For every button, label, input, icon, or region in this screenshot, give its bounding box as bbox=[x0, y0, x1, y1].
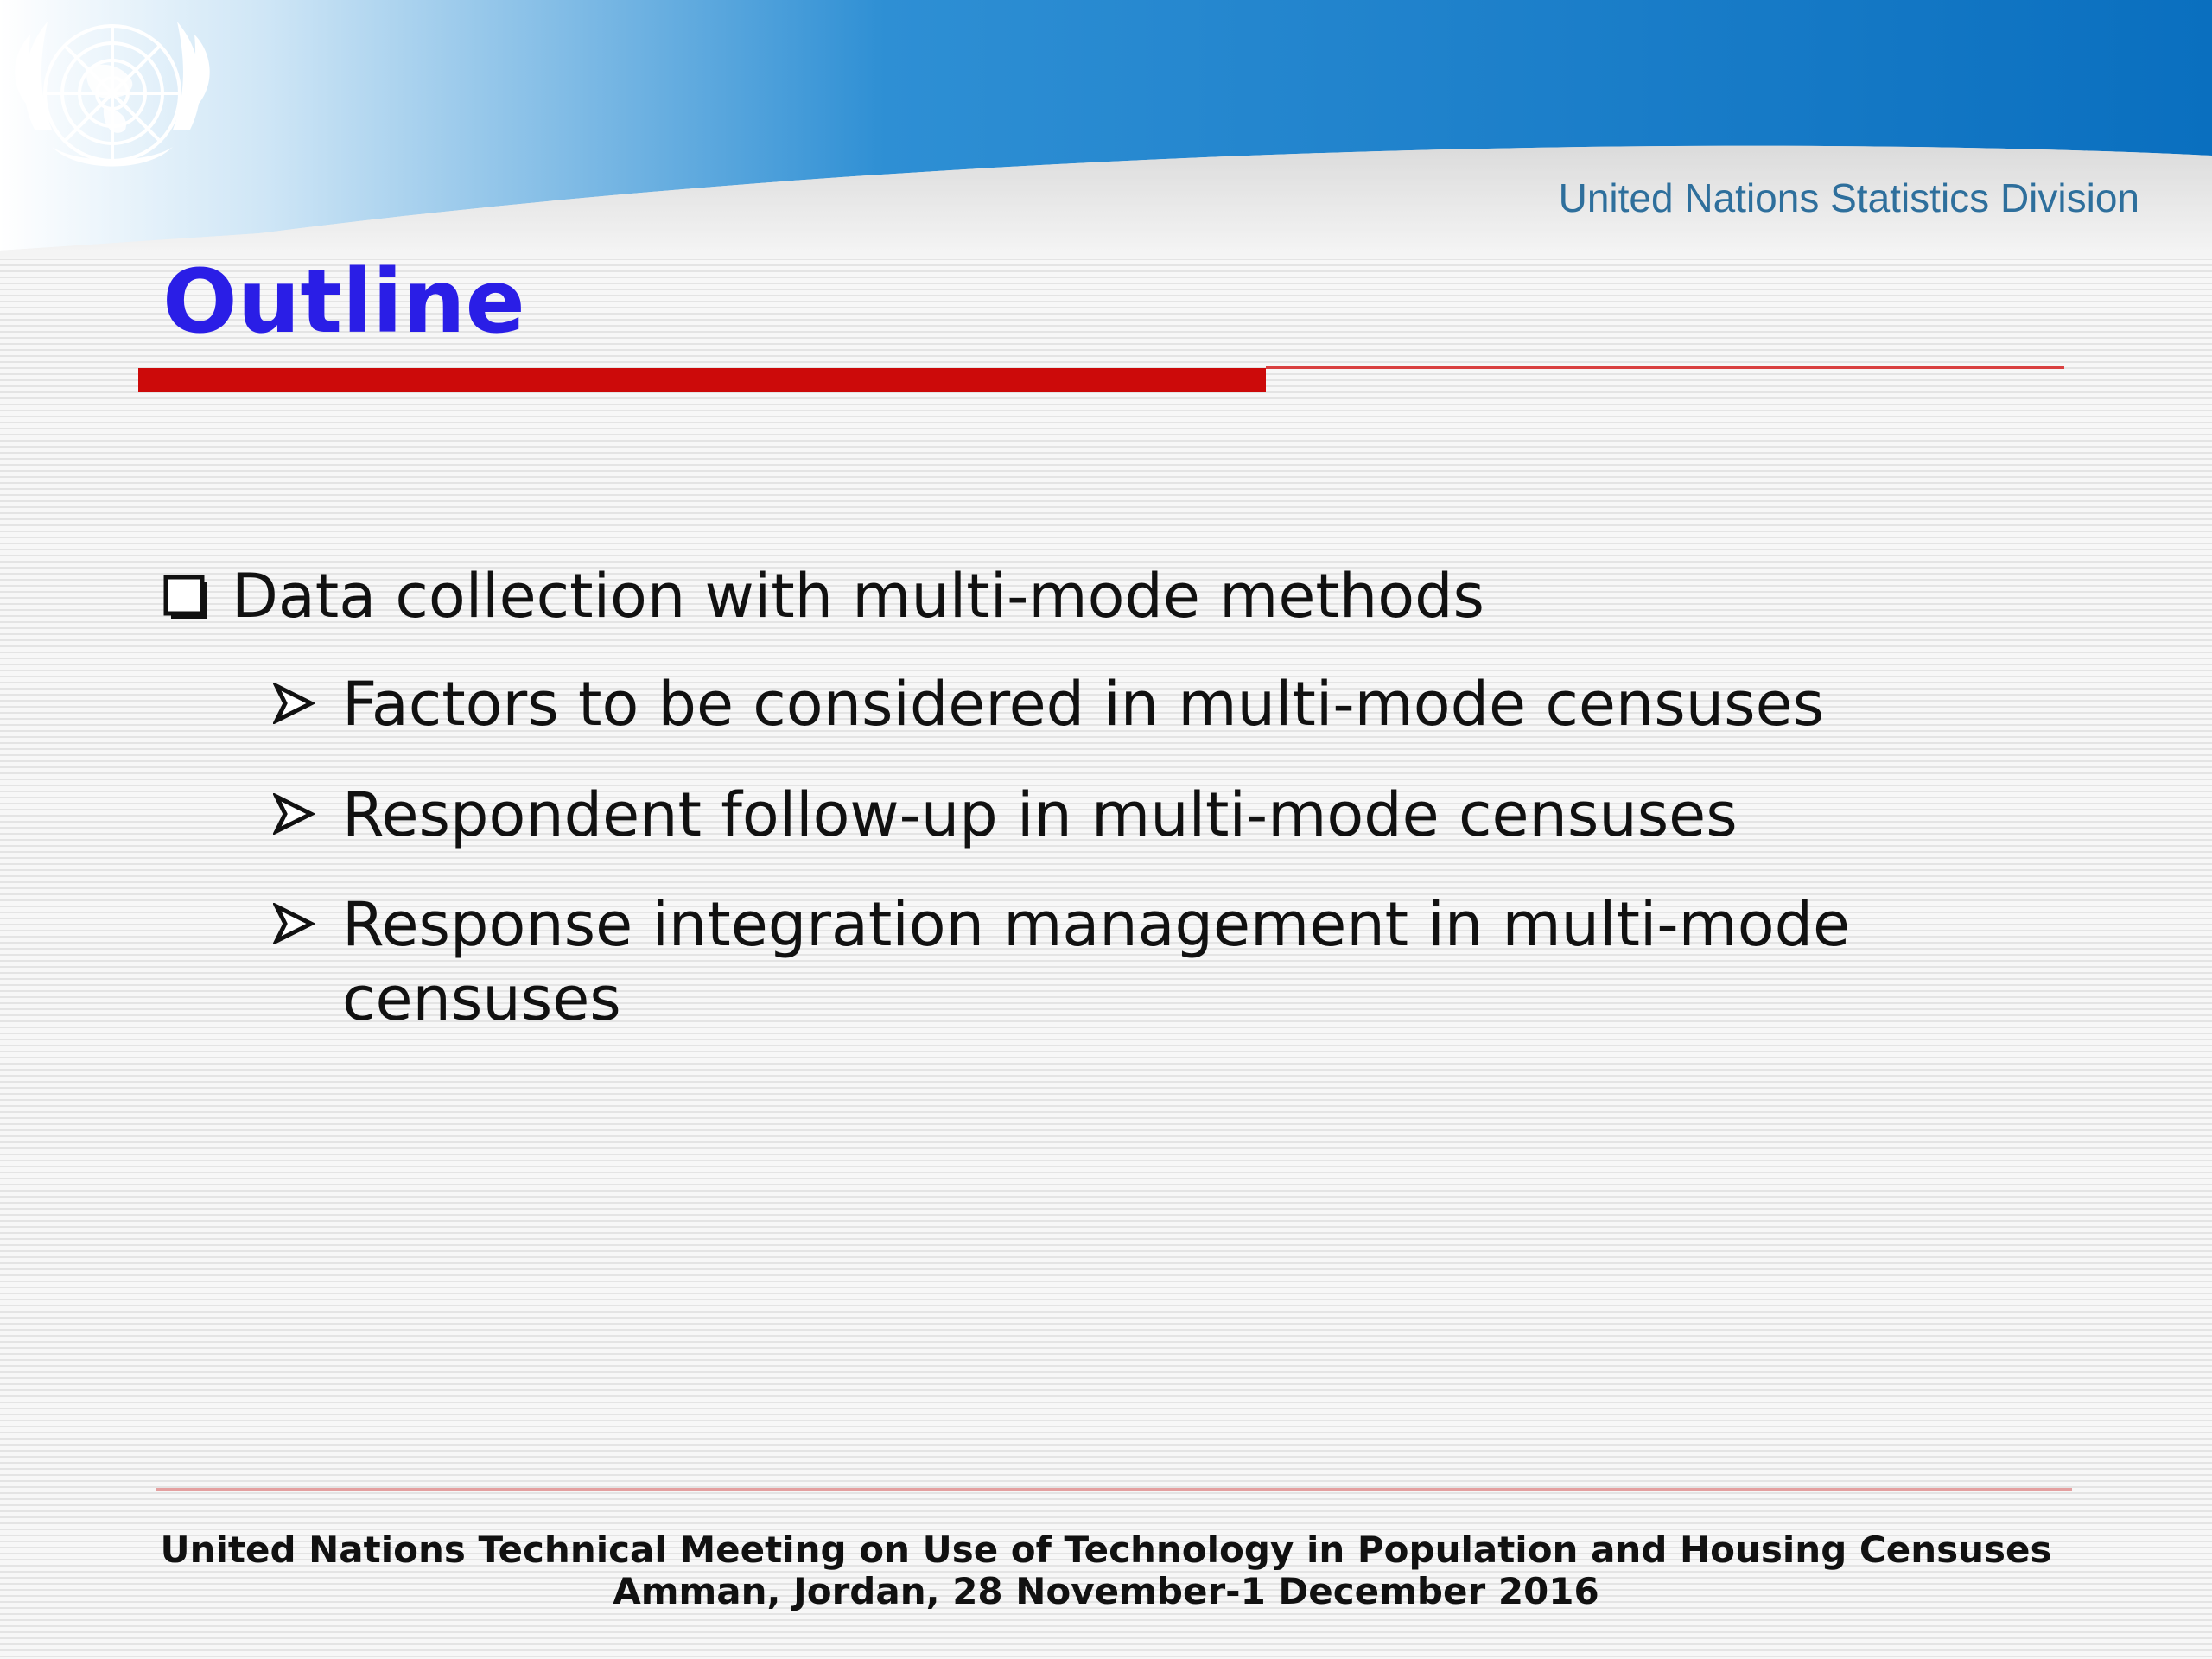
footer-meeting-title: United Nations Technical Meeting on Use of Technology in Population and Housing Censuses bbox=[160, 1529, 2052, 1571]
sub-bullet-text: Factors to be considered in multi-mode censuses bbox=[342, 669, 1825, 741]
title-underline-thick bbox=[138, 368, 1266, 392]
division-name: United Nations Statistics Division bbox=[1558, 175, 2139, 220]
bullet-item bbox=[162, 560, 2107, 637]
un-emblem-icon bbox=[0, 0, 225, 199]
sub-bullet-item bbox=[273, 779, 2107, 852]
slide-header bbox=[0, 0, 2212, 259]
sub-bullet-item bbox=[273, 668, 2107, 741]
slide-footer bbox=[0, 1529, 2212, 1612]
title-underline-thin bbox=[1266, 366, 2064, 369]
arrow-bullet-icon bbox=[273, 668, 342, 738]
footer-location-date: Amman, Jordan, 28 November-1 December 2016 bbox=[613, 1570, 1599, 1612]
sub-bullet-text: Response integration management in multi-mode censuses bbox=[342, 889, 1851, 1034]
arrow-bullet-icon bbox=[273, 779, 342, 849]
slide-title: Outline bbox=[162, 251, 525, 353]
footer-divider bbox=[156, 1488, 2072, 1491]
bullet-text: Data collection with multi-mode methods bbox=[232, 561, 1484, 632]
sub-bullet-list bbox=[162, 668, 2107, 1036]
sub-bullet-item bbox=[273, 888, 2107, 1036]
sub-bullet-text: Respondent follow-up in multi-mode censuses bbox=[342, 779, 1738, 850]
slide-content bbox=[162, 560, 2107, 1072]
checkbox-icon bbox=[162, 560, 232, 637]
arrow-bullet-icon bbox=[273, 888, 342, 958]
